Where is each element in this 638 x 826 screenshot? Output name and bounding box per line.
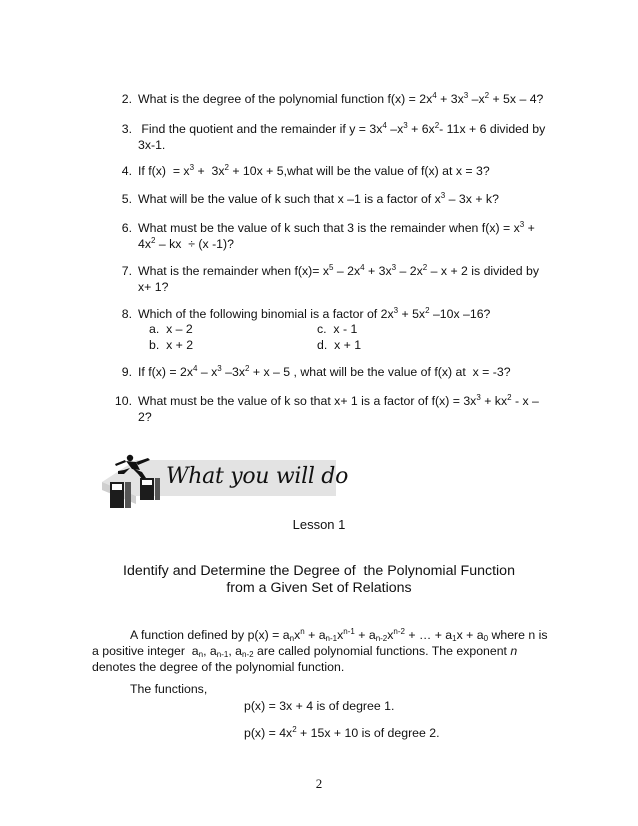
question-number: 4. bbox=[121, 164, 132, 178]
question-5 bbox=[106, 191, 548, 207]
question-number: 2. bbox=[121, 92, 132, 106]
lesson-title-line1: Identify and Determine the Degree of the Polynomial Function bbox=[123, 563, 515, 579]
question-number: 7. bbox=[121, 264, 132, 278]
question-number: 9. bbox=[121, 365, 132, 379]
question-9 bbox=[106, 364, 548, 380]
question-text: What must be the value of k such that 3 is the remainder when $f(x) = x^3 + 4x^2$ – kx ÷ (x -1)? bbox=[138, 220, 535, 251]
option-d: d. x + 1 bbox=[317, 338, 362, 352]
question-text: What will be the value of k such that x –1 is a factor of $x^3 - 3x + k$? bbox=[138, 191, 499, 206]
question-7 bbox=[106, 263, 548, 295]
option-a: a. x – 2 bbox=[149, 322, 193, 336]
question-6 bbox=[106, 220, 548, 252]
question-number: 8. bbox=[121, 307, 132, 321]
definition-paragraph: A function defined by $p(x) = a_nx^n + a_{n-1}x^{n-1} + a_{n-2}x^{n-2}$ + … + $a_1x + a_0$ where n is a positive integer $a_n$, $a_{n-1}$, $a_{n-2}$ are called polynomial functions. The exponent n denotes the degree of the polynomial function. bbox=[92, 627, 548, 674]
lesson-title-line2: from a Given Set of Relations bbox=[226, 580, 412, 596]
question-text: If $f(x) = x^3 + 3x^2 + 10x$ + 5,what will be the value of f(x) at x = 3? bbox=[138, 163, 490, 178]
functions-label: The functions, bbox=[130, 682, 208, 696]
question-text: Which of the following binomial is a factor of $2x^3 + 5x^2$ –10x –16? bbox=[138, 306, 491, 321]
lesson-heading: Lesson 1 bbox=[292, 517, 346, 532]
example-degree-2: $p(x) = 4x^2 + 15x + 10$ is of degree 2. bbox=[244, 725, 440, 740]
question-number: 10. bbox=[114, 394, 132, 408]
question-number: 5. bbox=[121, 192, 132, 206]
option-b: b. x + 2 bbox=[149, 338, 194, 352]
question-10 bbox=[106, 393, 548, 425]
question-text: What must be the value of k so that x+ 1 is a factor of $f(x) = 3x^3 + kx^2 - x - 2$? bbox=[138, 393, 539, 424]
question-number: 3. bbox=[121, 122, 132, 136]
question-text: Find the quotient and the remainder if $y = 3x^4$ $-x^3 + 6x^2-$ 11x + 6 divided by 3x-1. bbox=[138, 121, 546, 152]
example-degree-1: p(x) = 3x + 4 is of degree 1. bbox=[244, 699, 395, 713]
question-3 bbox=[106, 121, 548, 153]
question-text: What is the degree of the polynomial function $f(x) = 2x^4 + 3x^3$ $-x^2 + 5x - 4$? bbox=[138, 91, 544, 106]
page-number: 2 bbox=[315, 776, 323, 791]
question-2 bbox=[106, 91, 548, 107]
question-number: 6. bbox=[121, 221, 132, 235]
question-4 bbox=[106, 163, 548, 179]
question-text: What is the remainder when $f(x)= x^5 - 2x^4 + 3x^3 - 2x^2 - x + 2$ is divided by x+ 1? bbox=[138, 263, 539, 294]
banner-title: What you will do bbox=[166, 464, 349, 489]
question-text: If $f(x) = 2x^4 - x^3$ $-3x^2 + x - 5$ , what will be the value of f(x) at x = -3? bbox=[138, 364, 511, 379]
question-8 bbox=[106, 306, 548, 322]
option-c: c. x - 1 bbox=[317, 322, 358, 336]
